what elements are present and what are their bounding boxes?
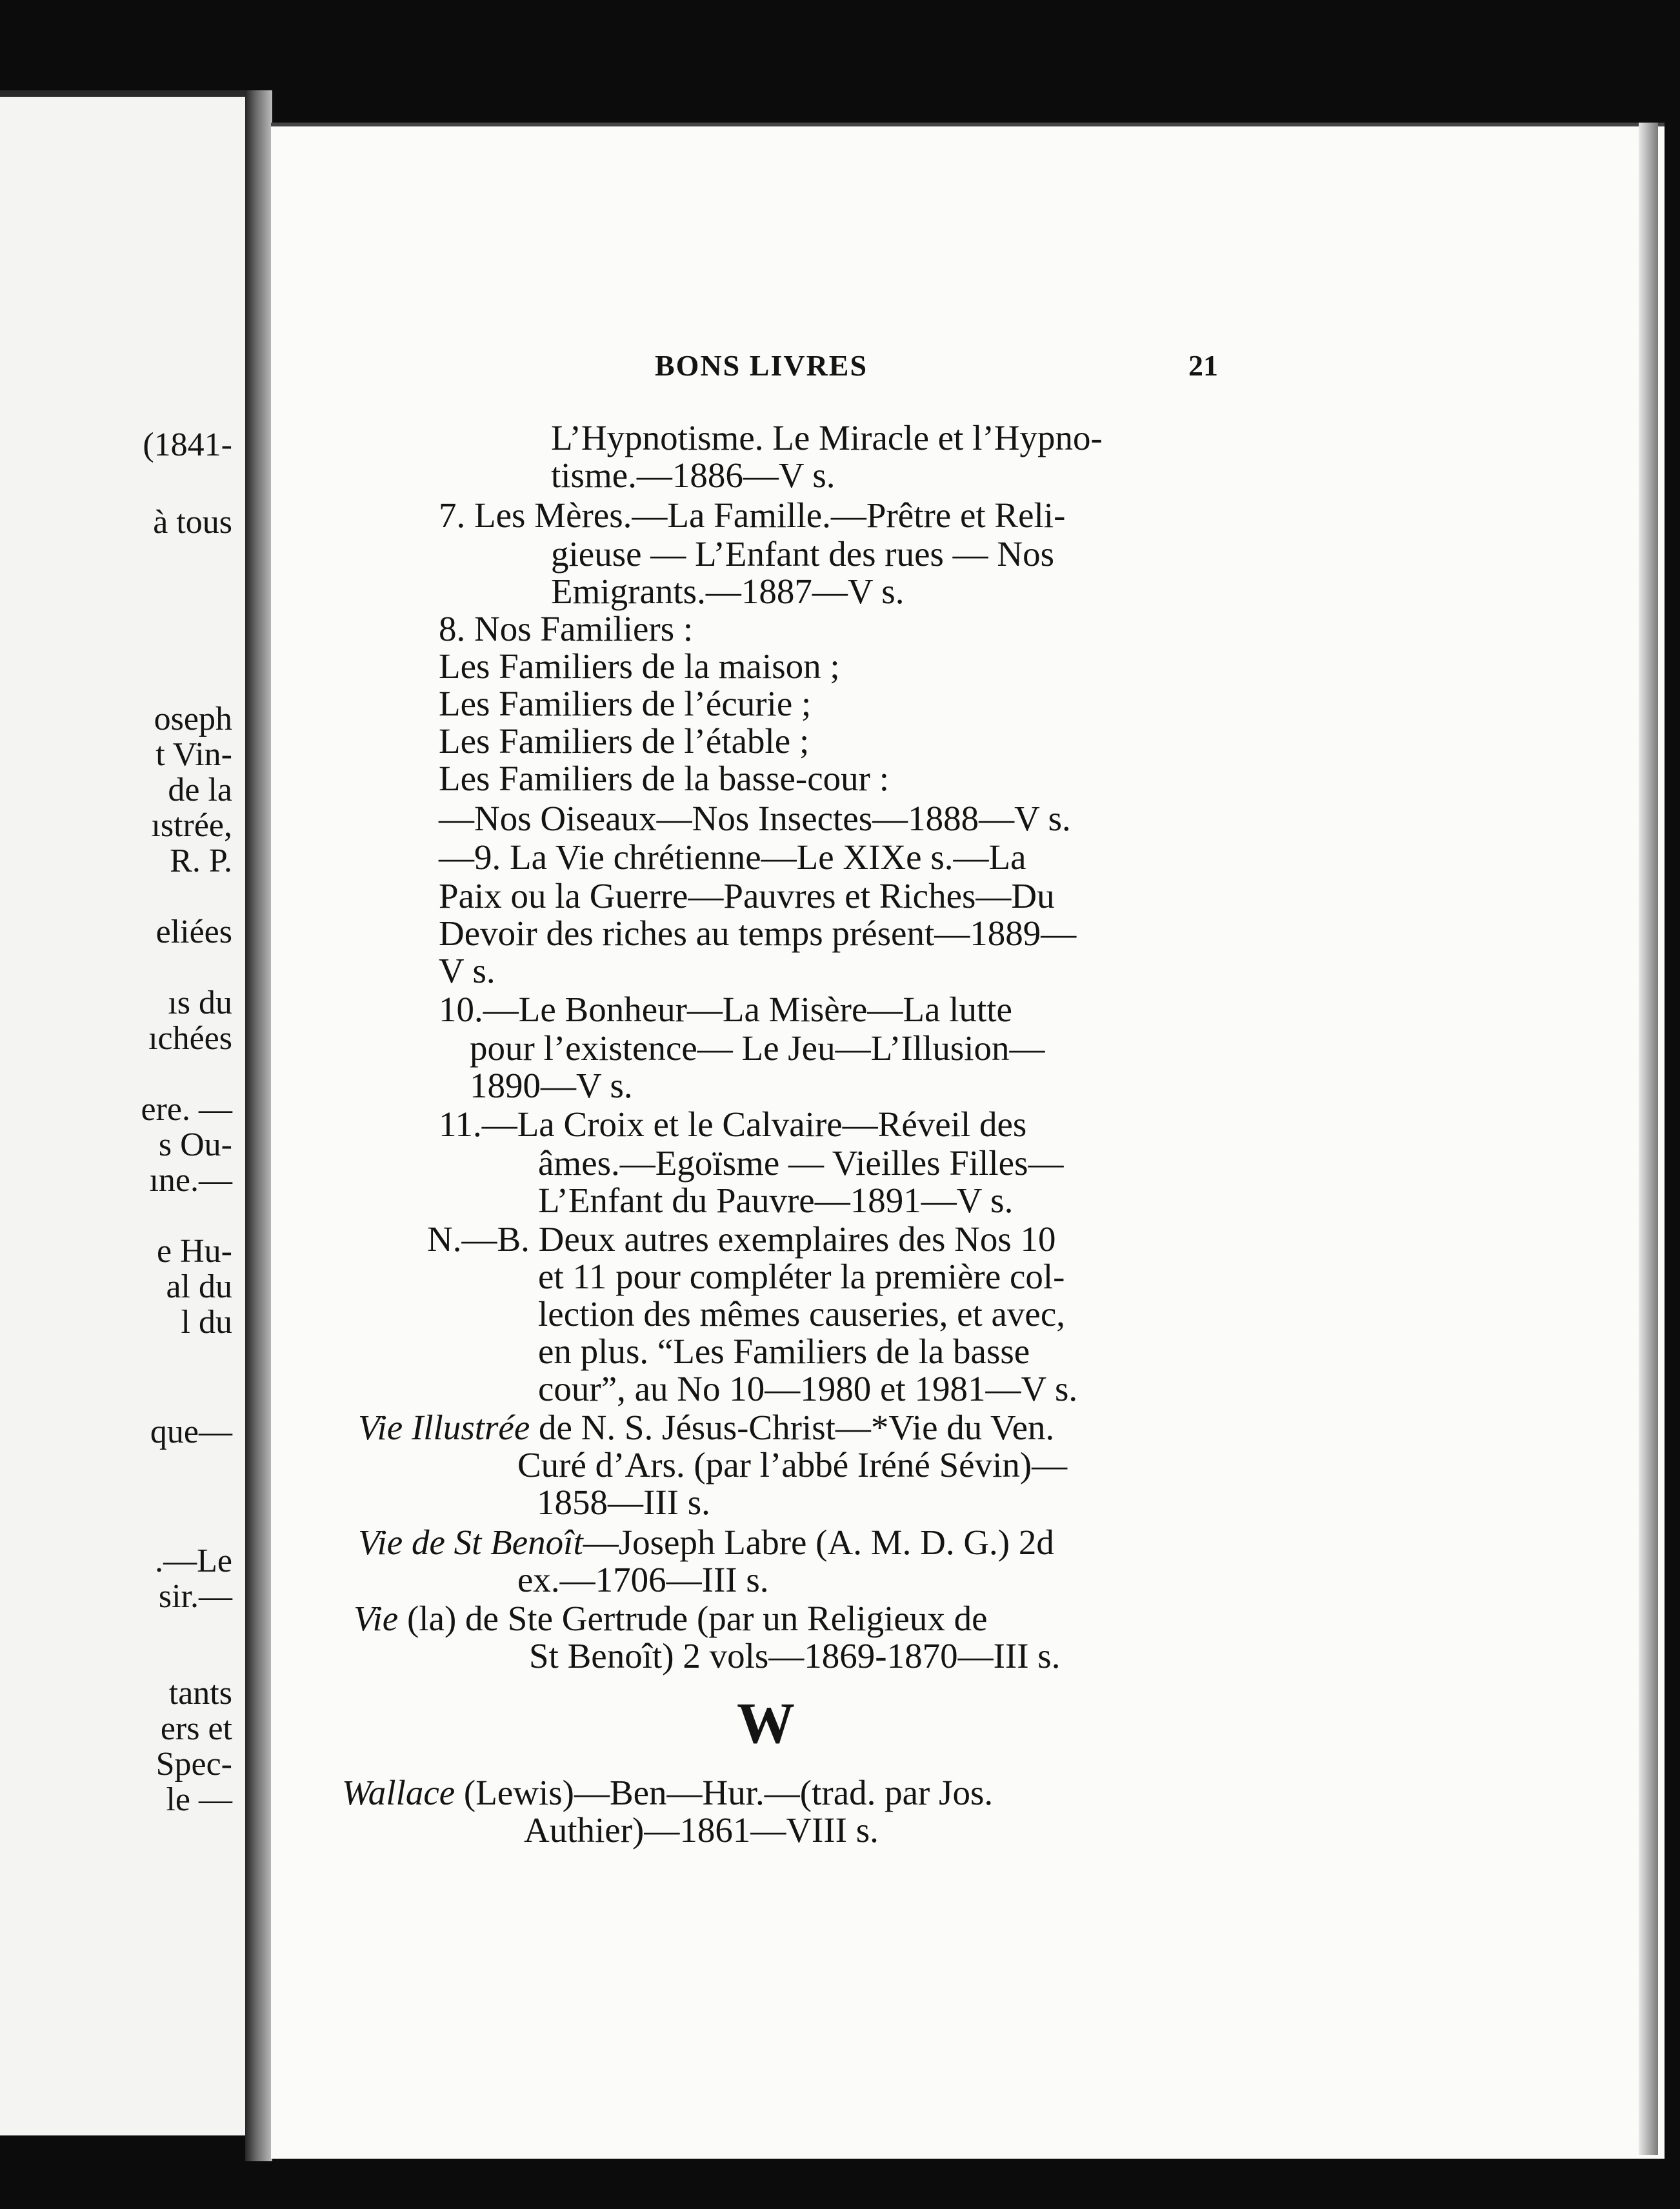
left-page-fragment: R. P. xyxy=(170,843,232,879)
left-page-fragment: sir.— xyxy=(158,1578,232,1615)
text-line: N.—B. Deux autres exemplaires des Nos 10 xyxy=(427,1219,1056,1259)
text-line: tisme.—1886—V s. xyxy=(551,455,835,495)
text-line: 8. Nos Familiers : xyxy=(439,609,694,648)
text-line xyxy=(358,1409,1054,1446)
text-line: L’Enfant du Pauvre—1891—V s. xyxy=(538,1181,1014,1220)
left-page-fragment: le — xyxy=(166,1781,232,1818)
text-line: V s. xyxy=(439,951,495,990)
left-page-fragment: oseph xyxy=(154,701,232,737)
text-line: L’Hypnotisme. Le Miracle et l’Hypno- xyxy=(551,418,1103,457)
text-line: —9. La Vie chrétienne—Le XIXe s.—La xyxy=(439,837,1026,877)
left-page-fragment: ere. — xyxy=(141,1091,232,1128)
text-line: St Benoît) 2 vols—1869-1870—III s. xyxy=(529,1636,1061,1675)
text-continuation: —Joseph Labre (A. M. D. G.) 2d xyxy=(583,1523,1054,1562)
left-page xyxy=(0,90,245,2135)
section-letter: W xyxy=(737,1692,795,1755)
left-page-fragment: à tous xyxy=(153,504,232,541)
left-page-fragment: s Ou- xyxy=(158,1126,232,1163)
text-line: —Nos Oiseaux—Nos Insectes—1888—V s. xyxy=(439,799,1071,838)
left-page-fragment: al du xyxy=(166,1268,232,1305)
text-line: 11.—La Croix et le Calvaire—Réveil des xyxy=(439,1104,1027,1144)
left-page-fragment: ıs du xyxy=(168,985,232,1021)
text-line: Emigrants.—1887—V s. xyxy=(551,572,905,611)
text-line: Curé d’Ars. (par l’abbé Iréné Sévin)— xyxy=(517,1445,1068,1484)
text-continuation: (Lewis)—Ben—Hur.—(trad. par Jos. xyxy=(455,1773,994,1812)
text-line: Les Familiers de l’étable ; xyxy=(439,721,810,761)
text-line: gieuse — L’Enfant des rues — Nos xyxy=(551,534,1055,574)
text-line: en plus. “Les Familiers de la basse xyxy=(538,1332,1030,1371)
left-page-fragment: ıne.— xyxy=(149,1162,232,1199)
left-page-fragment: t Vin- xyxy=(155,736,232,773)
text-line: Authier)—1861—VIII s. xyxy=(524,1810,879,1850)
text-continuation: de N. S. Jésus-Christ—*Vie du Ven. xyxy=(530,1408,1055,1447)
italic-title: Wallace xyxy=(342,1773,455,1812)
left-page-fragment: eliées xyxy=(155,914,232,950)
text-line: lection des mêmes causeries, et avec, xyxy=(538,1294,1065,1334)
text-line: Les Familiers de l’écurie ; xyxy=(439,684,812,723)
text-line: Les Familiers de la basse-cour : xyxy=(439,759,889,798)
left-page-fragment: ıchées xyxy=(148,1020,232,1057)
text-line: Paix ou la Guerre—Pauvres et Riches—Du xyxy=(439,876,1055,915)
book-gutter xyxy=(245,90,272,2161)
text-line: Devoir des riches au temps présent—1889— xyxy=(439,914,1077,953)
text-line: 10.—Le Bonheur—La Misère—La lutte xyxy=(439,990,1012,1029)
left-page-fragment: (1841- xyxy=(143,426,232,463)
left-page-fragment: l du xyxy=(181,1304,232,1341)
text-line xyxy=(358,1524,1054,1561)
text-line: âmes.—Egoïsme — Vieilles Filles— xyxy=(538,1143,1064,1183)
running-header: BONS LIVRES xyxy=(655,349,868,382)
italic-title: Vie Illustrée xyxy=(358,1408,530,1447)
text-line: et 11 pour compléter la première col- xyxy=(538,1257,1065,1296)
text-line: ex.—1706—III s. xyxy=(517,1560,769,1599)
text-line: cour”, au No 10—1980 et 1981—V s. xyxy=(538,1369,1078,1408)
text-line: 7. Les Mères.—La Famille.—Prêtre et Reli- xyxy=(439,495,1066,535)
left-page-fragment: tants xyxy=(168,1675,232,1712)
text-line: 1858—III s. xyxy=(537,1483,710,1522)
left-page-fragment: de la xyxy=(168,772,232,808)
text-continuation: (la) de Ste Gertrude (par un Religieux de xyxy=(398,1599,988,1638)
italic-title: Vie xyxy=(354,1599,399,1638)
page-edge xyxy=(1639,123,1658,2155)
italic-title: Vie de St Benoît xyxy=(358,1523,583,1562)
left-page-fragment: Spec- xyxy=(155,1746,232,1783)
text-line: 1890—V s. xyxy=(470,1066,633,1105)
text-line: pour l’existence— Le Jeu—L’Illusion— xyxy=(470,1028,1045,1068)
left-page-fragment: que— xyxy=(150,1414,232,1450)
text-line xyxy=(354,1600,988,1637)
left-page-fragment: .—Le xyxy=(155,1543,232,1579)
left-page-fragment: ers et xyxy=(160,1710,232,1747)
text-line xyxy=(342,1774,993,1812)
left-page-fragment: e Hu- xyxy=(157,1233,232,1270)
text-line: Les Familiers de la maison ; xyxy=(439,646,840,686)
left-page-fragment: ıstrée, xyxy=(151,807,232,844)
page-number: 21 xyxy=(1188,349,1218,382)
